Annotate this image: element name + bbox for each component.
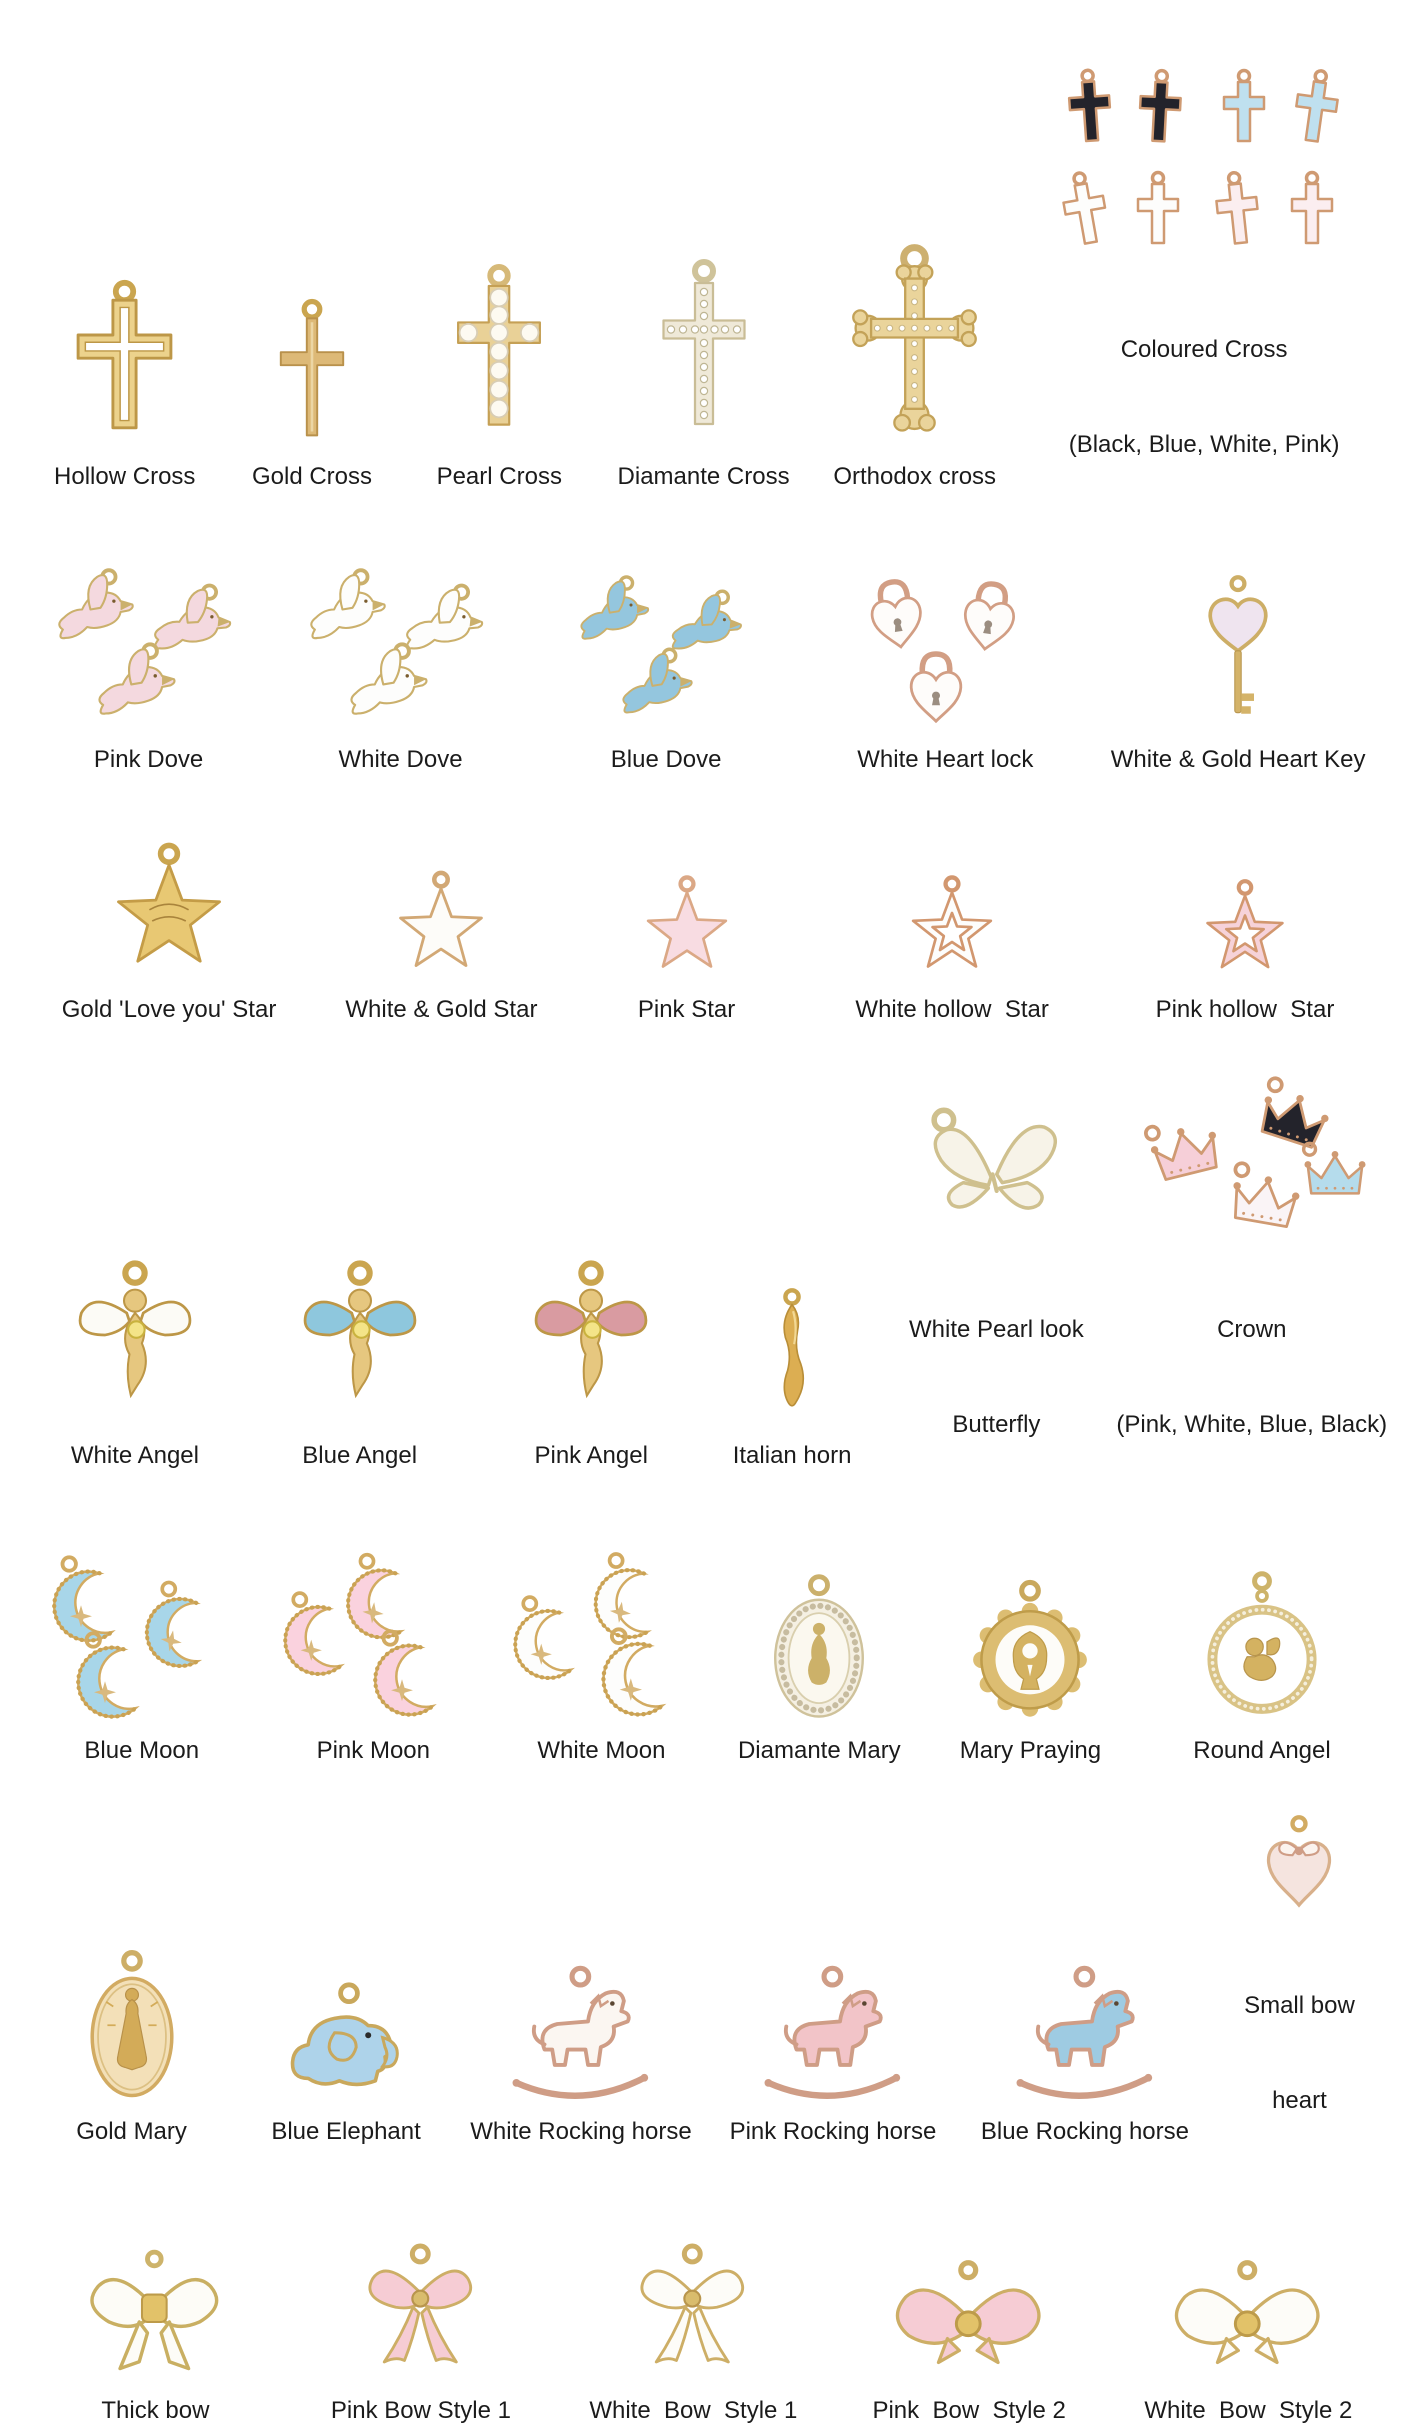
white-bow-style-1-icon	[610, 2241, 776, 2385]
row-doves-hearts	[0, 564, 1414, 776]
white-heart-lock-image	[850, 569, 1040, 734]
gold-cross-image	[247, 251, 377, 451]
white-heart-lock-icon	[850, 574, 1040, 734]
charm-white-hollow-star	[802, 834, 1102, 1026]
crown-icon	[1134, 1079, 1369, 1241]
charm-label: Orthodox cross	[833, 462, 997, 490]
blue-elephant-image	[277, 1976, 415, 2106]
charm-diamante-mary	[714, 1565, 925, 1767]
white-moon-icon	[506, 1553, 696, 1725]
blue-angel-icon	[291, 1258, 429, 1430]
charm-thick-bow	[26, 2240, 285, 2427]
white-bow-style-2-image	[1155, 2255, 1341, 2385]
white-dove-icon	[298, 566, 503, 734]
charm-label: Gold Cross	[251, 462, 373, 490]
small-bow-heart-icon	[1249, 1814, 1349, 1917]
charm-crown	[1116, 1076, 1388, 1504]
white-gold-star-icon	[385, 866, 497, 984]
charm-label	[1116, 1251, 1387, 1504]
charm-label: White & Gold Star	[345, 996, 538, 1024]
pink-bow-style-1-image	[338, 2240, 504, 2385]
italian-horn-icon	[759, 1287, 825, 1430]
charm-blue-rocking-horse	[959, 1961, 1211, 2180]
charm-label: Diamante Cross	[617, 462, 790, 490]
white-gold-heart-key-image	[1190, 569, 1286, 734]
charm-white-heart-lock	[802, 569, 1088, 776]
charm-label: Pink Rocking horse	[729, 2118, 937, 2146]
charm-diamante-cross	[598, 246, 809, 525]
charm-white-rocking-horse	[455, 1961, 707, 2180]
white-dove-image	[298, 564, 503, 734]
white-moon-image	[506, 1550, 696, 1725]
gold-mary-icon	[78, 1948, 186, 2106]
gold-cross-icon	[247, 295, 377, 451]
charm-round-angel	[1136, 1565, 1388, 1767]
mary-praying-icon	[966, 1578, 1094, 1725]
charm-label: White Bow Style 1	[589, 2397, 798, 2425]
white-angel-image	[66, 1250, 204, 1430]
charm-gold-mary	[26, 1941, 237, 2180]
charm-label-line-2: heart	[1272, 2087, 1327, 2115]
charm-label: White Heart lock	[857, 746, 1034, 774]
charm-label: Round Angel	[1193, 1737, 1331, 1765]
row-stars	[0, 834, 1414, 1026]
white-pearl-butterfly-image	[916, 1096, 1076, 1241]
coloured-cross-icon	[1054, 65, 1354, 261]
charm-blue-moon	[26, 1550, 258, 1767]
diamante-mary-image	[763, 1565, 875, 1725]
white-rocking-horse-image	[501, 1961, 661, 2106]
hollow-cross-image	[52, 251, 197, 451]
row-bows	[0, 2240, 1414, 2427]
charm-label: White Moon	[537, 1737, 666, 1765]
pink-dove-image	[46, 564, 251, 734]
charm-gold-love-you-star	[26, 834, 312, 1026]
round-angel-image	[1200, 1565, 1324, 1725]
charm-orthodox-cross	[809, 239, 1020, 525]
pearl-cross-icon	[426, 261, 572, 451]
charm-pink-hollow-star	[1102, 834, 1388, 1026]
orthodox-cross-icon	[837, 241, 992, 451]
charm-white-gold-heart-key	[1088, 569, 1388, 776]
gold-love-you-star-icon	[99, 837, 239, 984]
charm-label: Blue Elephant	[271, 2118, 421, 2146]
charm-label: Hollow Cross	[54, 462, 196, 490]
white-pearl-butterfly-icon	[916, 1102, 1076, 1241]
round-angel-icon	[1200, 1570, 1324, 1725]
pink-angel-icon	[522, 1258, 660, 1430]
pink-bow-style-1-icon	[338, 2241, 504, 2385]
charm-mary-praying	[925, 1575, 1136, 1767]
pink-moon-image	[278, 1550, 468, 1725]
pink-bow-style-2-icon	[876, 2258, 1062, 2385]
white-rocking-horse-icon	[501, 1965, 661, 2106]
white-gold-star-image	[385, 834, 497, 984]
diamante-cross-icon	[629, 256, 779, 451]
coloured-cross-image	[1054, 56, 1354, 261]
charm-label: White hollow Star	[855, 996, 1049, 1024]
charm-label: Pink hollow Star	[1155, 996, 1335, 1024]
charm-label: Thick bow	[101, 2397, 210, 2425]
charm-label: White Dove	[338, 746, 463, 774]
charm-label: Blue Dove	[610, 746, 722, 774]
pink-hollow-star-icon	[1193, 875, 1297, 984]
charm-label: Pink Moon	[316, 1737, 430, 1765]
pink-rocking-horse-image	[753, 1961, 913, 2106]
pink-star-icon	[633, 871, 741, 984]
pink-star-image	[633, 834, 741, 984]
charm-label-line-1: White Pearl look	[909, 1316, 1084, 1344]
pink-moon-icon	[278, 1553, 468, 1725]
thick-bow-icon	[76, 2248, 234, 2385]
white-gold-heart-key-icon	[1190, 574, 1286, 734]
orthodox-cross-image	[837, 239, 992, 451]
row-moons-medals	[0, 1550, 1414, 1767]
thick-bow-image	[76, 2240, 234, 2385]
charm-label: White Angel	[70, 1442, 199, 1470]
pink-angel-image	[522, 1250, 660, 1430]
blue-angel-image	[291, 1250, 429, 1430]
blue-dove-icon	[569, 572, 764, 734]
charm-label-line-2: (Pink, White, Blue, Black)	[1116, 1411, 1388, 1439]
blue-dove-image	[569, 564, 764, 734]
charm-label-line-1: Small bow	[1244, 1992, 1355, 2020]
charm-label: Blue Rocking horse	[980, 2118, 1189, 2146]
charm-pink-bow-style-1	[285, 2240, 557, 2427]
charm-blue-dove	[530, 564, 802, 776]
charm-pink-bow-style-2	[830, 2255, 1109, 2427]
row-mary-animals	[0, 1807, 1414, 2180]
charm-hollow-cross	[26, 251, 223, 525]
pink-bow-style-2-image	[876, 2255, 1062, 2385]
diamante-mary-icon	[763, 1573, 875, 1725]
pink-rocking-horse-icon	[753, 1965, 913, 2106]
charm-label: Pink Bow Style 1	[330, 2397, 511, 2425]
pink-dove-icon	[46, 566, 251, 734]
charm-pearl-cross	[401, 246, 598, 525]
charm-small-bow-heart	[1211, 1807, 1388, 2180]
charm-label: Pink Bow Style 2	[872, 2397, 1066, 2425]
crown-image	[1134, 1076, 1369, 1241]
small-bow-heart-image	[1249, 1807, 1349, 1917]
charm-label: White & Gold Heart Key	[1110, 746, 1366, 774]
charm-white-bow-style-1	[557, 2240, 829, 2427]
charm-label-line-2: (Black, Blue, White, Pink)	[1068, 431, 1340, 459]
charm-label: Mary Praying	[959, 1737, 1102, 1765]
charm-white-dove	[271, 564, 530, 776]
charm-label: Gold 'Love you' Star	[61, 996, 277, 1024]
row-crosses	[0, 56, 1414, 524]
blue-rocking-horse-image	[1005, 1961, 1165, 2106]
charm-label: Pearl Cross	[436, 462, 562, 490]
diamante-cross-image	[629, 246, 779, 451]
charm-coloured-cross	[1020, 56, 1388, 524]
charm-label	[1244, 1927, 1355, 2180]
charm-gold-cross	[223, 251, 400, 525]
charm-label: White Bow Style 2	[1144, 2397, 1353, 2425]
charm-pink-angel	[475, 1250, 707, 1504]
charm-label: Italian horn	[732, 1442, 852, 1470]
mary-praying-image	[966, 1575, 1094, 1725]
charm-label-line-1: Crown	[1217, 1316, 1287, 1344]
charm-white-pearl-butterfly	[877, 1096, 1115, 1504]
charm-label: Blue Angel	[302, 1442, 418, 1470]
gold-love-you-star-image	[99, 834, 239, 984]
row-angels	[0, 1076, 1414, 1504]
charm-label: Pink Angel	[534, 1442, 648, 1470]
charm-white-angel	[26, 1250, 244, 1504]
charm-white-moon	[489, 1550, 714, 1767]
charm-catalogue-page	[0, 56, 1414, 2425]
charm-label: Pink Star	[637, 996, 736, 1024]
white-hollow-star-icon	[898, 871, 1006, 984]
charm-label: White Rocking horse	[470, 2118, 692, 2146]
charm-pink-star	[571, 834, 803, 1026]
italian-horn-image	[759, 1270, 825, 1430]
pearl-cross-image	[426, 246, 572, 451]
white-bow-style-2-icon	[1155, 2258, 1341, 2385]
charm-label: Pink Dove	[93, 746, 204, 774]
charm-italian-horn	[707, 1270, 877, 1504]
charm-blue-angel	[244, 1250, 476, 1504]
white-hollow-star-image	[898, 834, 1006, 984]
blue-moon-image	[47, 1550, 237, 1725]
gold-mary-image	[78, 1941, 186, 2106]
charm-blue-elephant	[237, 1976, 455, 2180]
blue-elephant-icon	[277, 1980, 415, 2106]
white-bow-style-1-image	[610, 2240, 776, 2385]
charm-label: Blue Moon	[84, 1737, 200, 1765]
hollow-cross-icon	[52, 277, 197, 451]
charm-label: Diamante Mary	[737, 1737, 901, 1765]
pink-hollow-star-image	[1193, 834, 1297, 984]
charm-white-gold-star	[312, 834, 571, 1026]
charm-pink-rocking-horse	[707, 1961, 959, 2180]
charm-label: Gold Mary	[76, 2118, 187, 2146]
white-angel-icon	[66, 1258, 204, 1430]
charm-label-line-1: Coloured Cross	[1120, 336, 1288, 364]
charm-label	[1069, 271, 1340, 524]
charm-pink-moon	[258, 1550, 490, 1767]
charm-label-line-2: Butterfly	[952, 1411, 1041, 1439]
charm-white-bow-style-2	[1109, 2255, 1388, 2427]
charm-pink-dove	[26, 564, 271, 776]
blue-rocking-horse-icon	[1005, 1965, 1165, 2106]
charm-label	[909, 1251, 1084, 1504]
blue-moon-icon	[47, 1553, 237, 1725]
